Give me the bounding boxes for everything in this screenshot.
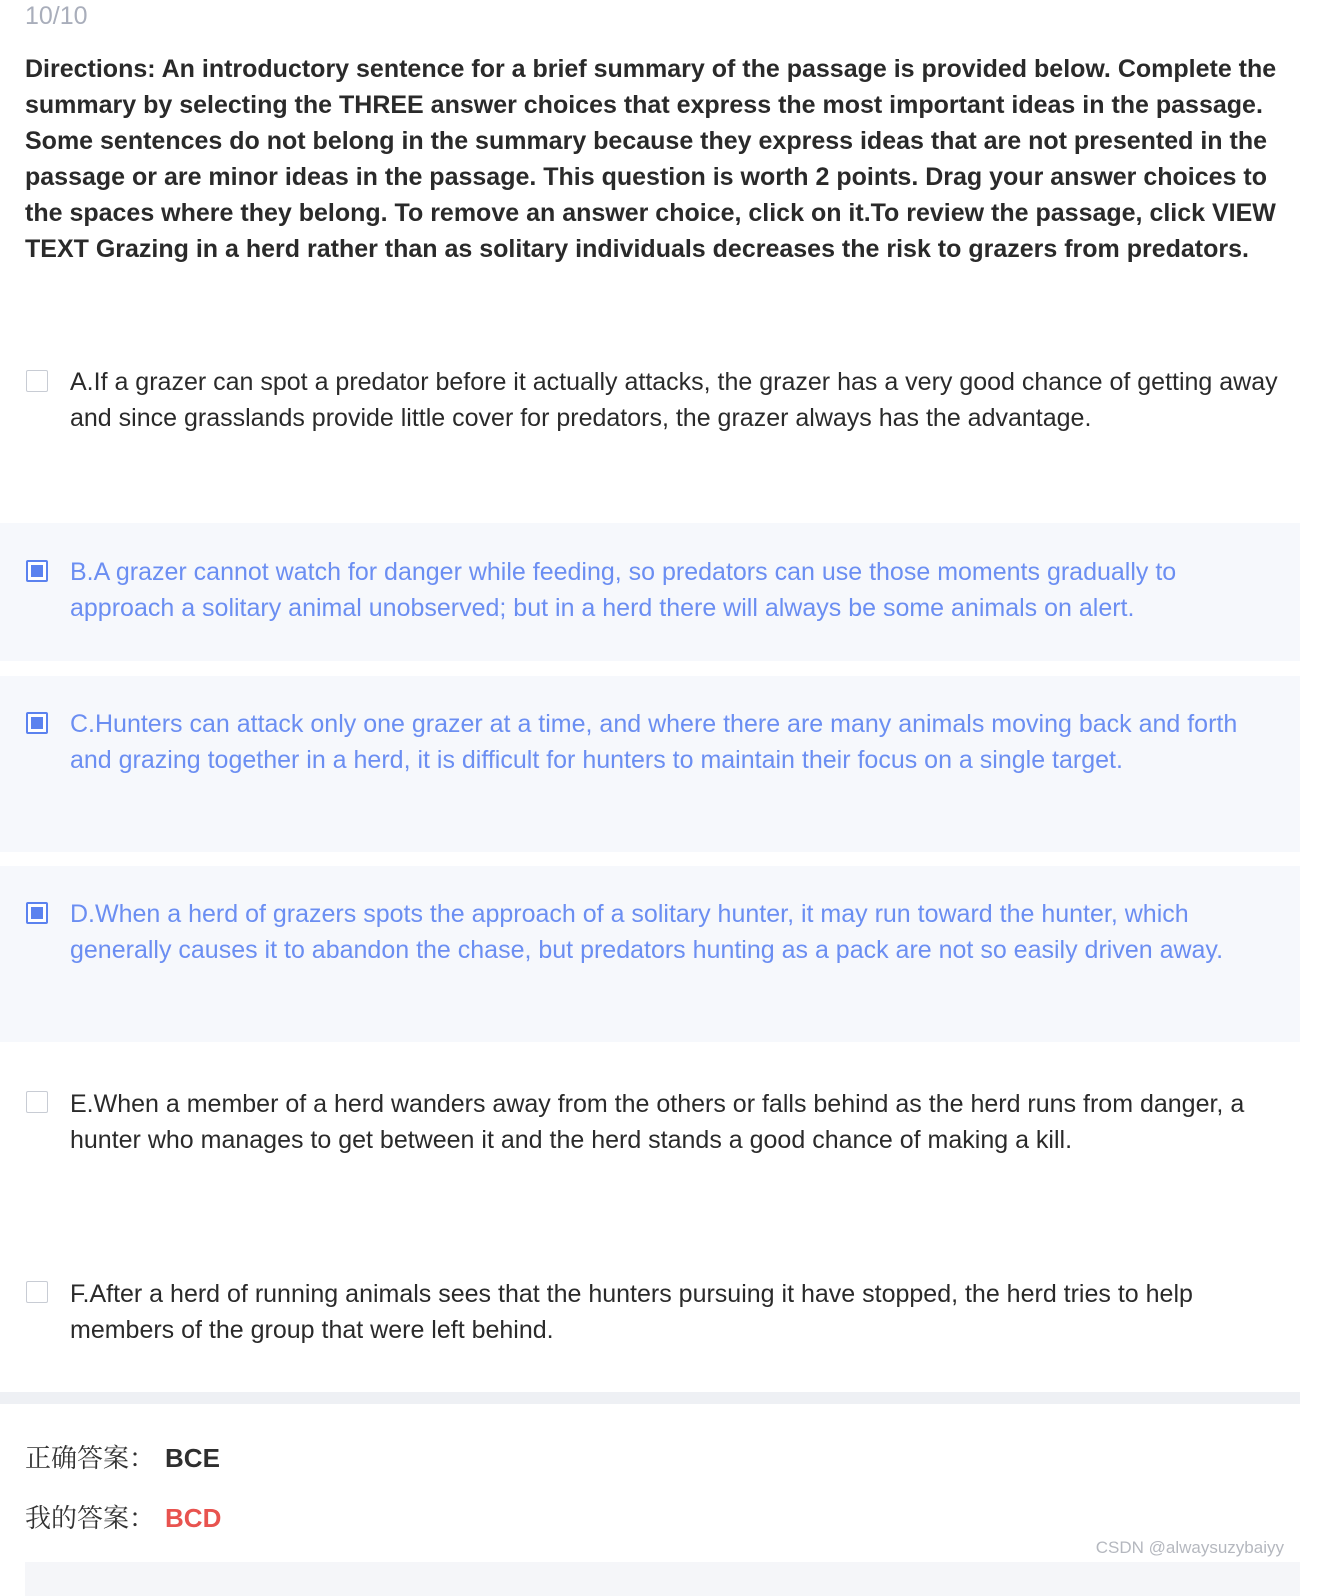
option-d-checkbox[interactable] bbox=[26, 902, 48, 924]
question-directions: Directions: An introductory sentence for a brief summary of the passage is provided below. Complete the summary by selecting the THREE answer choices that express the most important ideas in the passage. Some sentences do not belong in the summary because they express ideas that are not presented in the passage or are minor ideas in the passage. This question is worth 2 points. Drag your answer choices to the spaces where they belong. To remove an answer choice, click on it.To review the passage, click VIEW TEXT Grazing in a herd rather than as solitary individuals decreases the risk to grazers from predators. bbox=[25, 55, 1277, 263]
answer-option-f[interactable] bbox=[0, 1246, 1300, 1386]
my-answer-row bbox=[25, 1500, 221, 1536]
correct-answer-row bbox=[25, 1440, 220, 1476]
bottom-panel bbox=[25, 1562, 1300, 1596]
correct-answer-value: BCE bbox=[165, 1443, 220, 1473]
option-c-text: C.Hunters can attack only one grazer at a time, and where there are many animals moving back and forth and grazing together in a herd, it is difficult for hunters to maintain their focus on a single target. bbox=[70, 710, 1238, 774]
option-f-checkbox[interactable] bbox=[26, 1281, 48, 1303]
option-b-text: B.A grazer cannot watch for danger while feeding, so predators can use those moments gradually to approach a solitary animal unobserved; but in a herd there will always be some animals on alert. bbox=[70, 558, 1177, 622]
option-a-checkbox[interactable] bbox=[26, 370, 48, 392]
answer-option-d[interactable] bbox=[0, 866, 1300, 1042]
option-d-text: D.When a herd of grazers spots the approach of a solitary hunter, it may run toward the hunter, which generally causes it to abandon the chase, but predators hunting as a pack are not so easily driven away. bbox=[70, 900, 1224, 964]
option-e-checkbox[interactable] bbox=[26, 1091, 48, 1113]
watermark: CSDN @alwaysuzybaiyy bbox=[1095, 1538, 1284, 1557]
option-a-text: A.If a grazer can spot a predator before it actually attacks, the grazer has a very good chance of getting away and since grasslands provide little cover for predators, the grazer always has the advantage. bbox=[70, 368, 1278, 432]
answer-option-e[interactable] bbox=[0, 1056, 1300, 1232]
section-divider bbox=[0, 1392, 1300, 1404]
option-e-text: E.When a member of a herd wanders away from the others or falls behind as the herd runs from danger, a hunter who manages to get between it and the herd stands a good chance of making a kill. bbox=[70, 1090, 1245, 1154]
question-progress: 10/10 bbox=[25, 2, 88, 30]
option-c-checkbox[interactable] bbox=[26, 712, 48, 734]
my-answer-value: BCD bbox=[165, 1503, 222, 1533]
answer-option-a[interactable] bbox=[0, 330, 1300, 510]
correct-answer-label: 正确答案： bbox=[25, 1443, 156, 1473]
option-b-checkbox[interactable] bbox=[26, 560, 48, 582]
answer-option-c[interactable] bbox=[0, 676, 1300, 852]
option-f-text: F.After a herd of running animals sees that the hunters pursuing it have stopped, the herd tries to help members of the group that were left behind. bbox=[70, 1280, 1193, 1344]
my-answer-label: 我的答案： bbox=[25, 1503, 156, 1533]
answer-option-b[interactable] bbox=[0, 523, 1300, 661]
